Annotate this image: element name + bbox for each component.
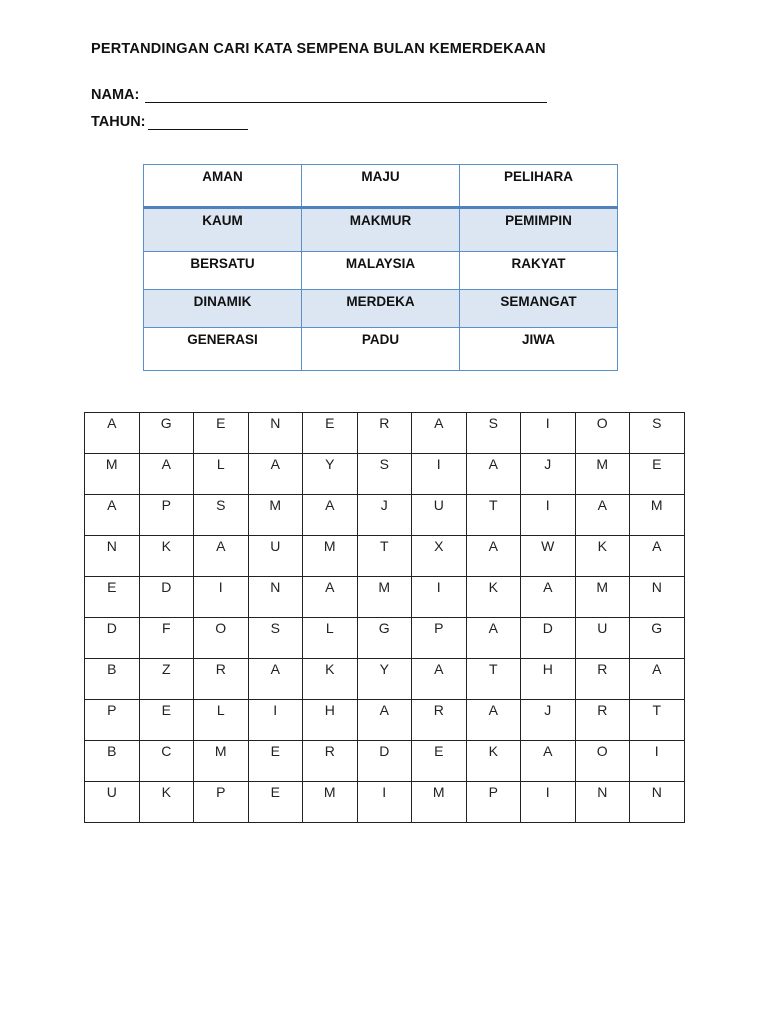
word-list-cell: AMAN bbox=[144, 165, 302, 208]
word-list-row bbox=[144, 328, 618, 371]
letter-cell[interactable]: A bbox=[630, 536, 685, 577]
word-list-row bbox=[144, 290, 618, 328]
word-list-cell: SEMANGAT bbox=[460, 290, 618, 328]
letter-cell[interactable]: A bbox=[521, 577, 576, 618]
word-list-cell: BERSATU bbox=[144, 252, 302, 290]
letter-cell[interactable]: I bbox=[412, 577, 467, 618]
word-list-cell: MALAYSIA bbox=[302, 252, 460, 290]
letter-cell[interactable]: A bbox=[412, 659, 467, 700]
letter-cell[interactable]: Y bbox=[303, 454, 358, 495]
year-field bbox=[91, 114, 248, 130]
word-list-cell: MAKMUR bbox=[302, 208, 460, 252]
letter-cell[interactable]: A bbox=[466, 454, 521, 495]
letter-grid bbox=[84, 412, 685, 823]
letter-cell[interactable]: E bbox=[139, 700, 194, 741]
word-list-cell: PELIHARA bbox=[460, 165, 618, 208]
word-list-cell: MAJU bbox=[302, 165, 460, 208]
word-list-cell: GENERASI bbox=[144, 328, 302, 371]
letter-cell[interactable]: I bbox=[630, 741, 685, 782]
letter-grid-row bbox=[85, 700, 685, 741]
letter-cell[interactable]: R bbox=[357, 413, 412, 454]
letter-cell[interactable]: I bbox=[521, 782, 576, 823]
letter-cell[interactable]: H bbox=[521, 659, 576, 700]
letter-cell[interactable]: J bbox=[521, 700, 576, 741]
letter-cell[interactable]: U bbox=[85, 782, 140, 823]
letter-cell[interactable]: A bbox=[357, 700, 412, 741]
letter-cell[interactable]: J bbox=[357, 495, 412, 536]
year-label: TAHUN: bbox=[91, 114, 146, 130]
letter-cell[interactable]: N bbox=[248, 413, 303, 454]
letter-cell[interactable]: M bbox=[575, 454, 630, 495]
word-list-cell: DINAMIK bbox=[144, 290, 302, 328]
letter-cell[interactable]: A bbox=[575, 495, 630, 536]
letter-cell[interactable]: R bbox=[303, 741, 358, 782]
letter-cell[interactable]: K bbox=[575, 536, 630, 577]
letter-grid-row bbox=[85, 495, 685, 536]
word-list-cell: MERDEKA bbox=[302, 290, 460, 328]
word-list-cell: PEMIMPIN bbox=[460, 208, 618, 252]
letter-cell[interactable]: A bbox=[412, 413, 467, 454]
letter-cell[interactable]: T bbox=[630, 700, 685, 741]
letter-cell[interactable]: S bbox=[194, 495, 249, 536]
letter-cell[interactable]: L bbox=[194, 700, 249, 741]
letter-cell[interactable]: I bbox=[521, 413, 576, 454]
document-title: PERTANDINGAN CARI KATA SEMPENA BULAN KEMERDEKAAN bbox=[91, 41, 546, 57]
letter-cell[interactable]: A bbox=[85, 413, 140, 454]
letter-cell[interactable]: X bbox=[412, 536, 467, 577]
letter-cell[interactable]: M bbox=[303, 782, 358, 823]
letter-cell[interactable]: S bbox=[357, 454, 412, 495]
letter-cell[interactable]: R bbox=[575, 700, 630, 741]
letter-cell[interactable]: S bbox=[630, 413, 685, 454]
letter-cell[interactable]: L bbox=[194, 454, 249, 495]
letter-cell[interactable]: E bbox=[248, 782, 303, 823]
letter-grid-row bbox=[85, 618, 685, 659]
letter-cell[interactable]: H bbox=[303, 700, 358, 741]
letter-cell[interactable]: A bbox=[85, 495, 140, 536]
letter-cell[interactable]: B bbox=[85, 741, 140, 782]
letter-cell[interactable]: N bbox=[85, 536, 140, 577]
letter-cell[interactable]: A bbox=[194, 536, 249, 577]
letter-cell[interactable]: A bbox=[139, 454, 194, 495]
letter-cell[interactable]: I bbox=[248, 700, 303, 741]
letter-grid-row bbox=[85, 782, 685, 823]
letter-cell[interactable]: K bbox=[303, 659, 358, 700]
letter-cell[interactable]: L bbox=[303, 618, 358, 659]
letter-cell[interactable]: I bbox=[194, 577, 249, 618]
letter-cell[interactable]: T bbox=[466, 659, 521, 700]
letter-cell[interactable]: S bbox=[248, 618, 303, 659]
letter-cell[interactable]: N bbox=[630, 577, 685, 618]
letter-grid-row bbox=[85, 659, 685, 700]
letter-cell[interactable]: S bbox=[466, 413, 521, 454]
name-label: NAMA: bbox=[91, 87, 140, 103]
letter-grid-row bbox=[85, 413, 685, 454]
letter-cell[interactable]: K bbox=[139, 782, 194, 823]
letter-cell[interactable]: G bbox=[630, 618, 685, 659]
letter-cell[interactable]: A bbox=[466, 536, 521, 577]
letter-cell[interactable]: A bbox=[630, 659, 685, 700]
letter-cell[interactable]: T bbox=[357, 536, 412, 577]
letter-cell[interactable]: E bbox=[248, 741, 303, 782]
letter-cell[interactable]: N bbox=[630, 782, 685, 823]
letter-cell[interactable]: E bbox=[194, 413, 249, 454]
letter-cell[interactable]: I bbox=[412, 454, 467, 495]
letter-cell[interactable]: P bbox=[85, 700, 140, 741]
letter-cell[interactable]: C bbox=[139, 741, 194, 782]
letter-cell[interactable]: O bbox=[194, 618, 249, 659]
letter-cell[interactable]: D bbox=[357, 741, 412, 782]
letter-grid-row bbox=[85, 577, 685, 618]
letter-cell[interactable]: N bbox=[575, 782, 630, 823]
letter-cell[interactable]: M bbox=[303, 536, 358, 577]
letter-cell[interactable]: B bbox=[85, 659, 140, 700]
letter-cell[interactable]: G bbox=[357, 618, 412, 659]
letter-cell[interactable]: R bbox=[194, 659, 249, 700]
letter-cell[interactable]: I bbox=[357, 782, 412, 823]
letter-cell[interactable]: N bbox=[248, 577, 303, 618]
letter-cell[interactable]: O bbox=[575, 413, 630, 454]
letter-cell[interactable]: R bbox=[412, 700, 467, 741]
letter-cell[interactable]: E bbox=[303, 413, 358, 454]
letter-cell[interactable]: M bbox=[85, 454, 140, 495]
letter-cell[interactable]: A bbox=[303, 495, 358, 536]
year-blank-line[interactable] bbox=[148, 115, 248, 130]
letter-cell[interactable]: D bbox=[139, 577, 194, 618]
word-list-row bbox=[144, 165, 618, 208]
letter-cell[interactable]: D bbox=[521, 618, 576, 659]
letter-cell[interactable]: D bbox=[85, 618, 140, 659]
letter-grid-row bbox=[85, 741, 685, 782]
word-list-cell: JIWA bbox=[460, 328, 618, 371]
letter-cell[interactable]: M bbox=[630, 495, 685, 536]
letter-cell[interactable]: M bbox=[412, 782, 467, 823]
letter-cell[interactable]: P bbox=[194, 782, 249, 823]
word-list-cell: KAUM bbox=[144, 208, 302, 252]
letter-cell[interactable]: K bbox=[139, 536, 194, 577]
letter-cell[interactable]: O bbox=[575, 741, 630, 782]
letter-cell[interactable]: M bbox=[357, 577, 412, 618]
letter-cell[interactable]: E bbox=[85, 577, 140, 618]
letter-cell[interactable]: M bbox=[248, 495, 303, 536]
letter-grid-row bbox=[85, 536, 685, 577]
letter-cell[interactable]: W bbox=[521, 536, 576, 577]
letter-cell[interactable]: F bbox=[139, 618, 194, 659]
letter-cell[interactable]: U bbox=[248, 536, 303, 577]
letter-cell[interactable]: P bbox=[466, 782, 521, 823]
letter-cell[interactable]: E bbox=[630, 454, 685, 495]
letter-cell[interactable]: J bbox=[521, 454, 576, 495]
letter-cell[interactable]: M bbox=[575, 577, 630, 618]
word-list-cell: RAKYAT bbox=[460, 252, 618, 290]
letter-cell[interactable]: G bbox=[139, 413, 194, 454]
word-list-row bbox=[144, 252, 618, 290]
letter-cell[interactable]: A bbox=[466, 700, 521, 741]
letter-cell[interactable]: M bbox=[194, 741, 249, 782]
letter-cell[interactable]: E bbox=[412, 741, 467, 782]
letter-cell[interactable]: I bbox=[521, 495, 576, 536]
letter-cell[interactable]: A bbox=[248, 659, 303, 700]
letter-cell[interactable]: Y bbox=[357, 659, 412, 700]
word-list-cell: PADU bbox=[302, 328, 460, 371]
letter-cell[interactable]: Z bbox=[139, 659, 194, 700]
letter-grid-row bbox=[85, 454, 685, 495]
letter-cell[interactable]: A bbox=[248, 454, 303, 495]
letter-cell[interactable]: K bbox=[466, 577, 521, 618]
letter-cell[interactable]: U bbox=[575, 618, 630, 659]
word-list-table bbox=[143, 164, 618, 371]
letter-cell[interactable]: P bbox=[139, 495, 194, 536]
letter-cell[interactable]: T bbox=[466, 495, 521, 536]
letter-cell[interactable]: A bbox=[521, 741, 576, 782]
letter-cell[interactable]: U bbox=[412, 495, 467, 536]
word-list-row bbox=[144, 208, 618, 252]
letter-cell[interactable]: P bbox=[412, 618, 467, 659]
name-blank-line[interactable] bbox=[145, 88, 547, 103]
letter-cell[interactable]: R bbox=[575, 659, 630, 700]
name-field bbox=[91, 87, 547, 103]
letter-cell[interactable]: K bbox=[466, 741, 521, 782]
letter-cell[interactable]: A bbox=[303, 577, 358, 618]
letter-cell[interactable]: A bbox=[466, 618, 521, 659]
